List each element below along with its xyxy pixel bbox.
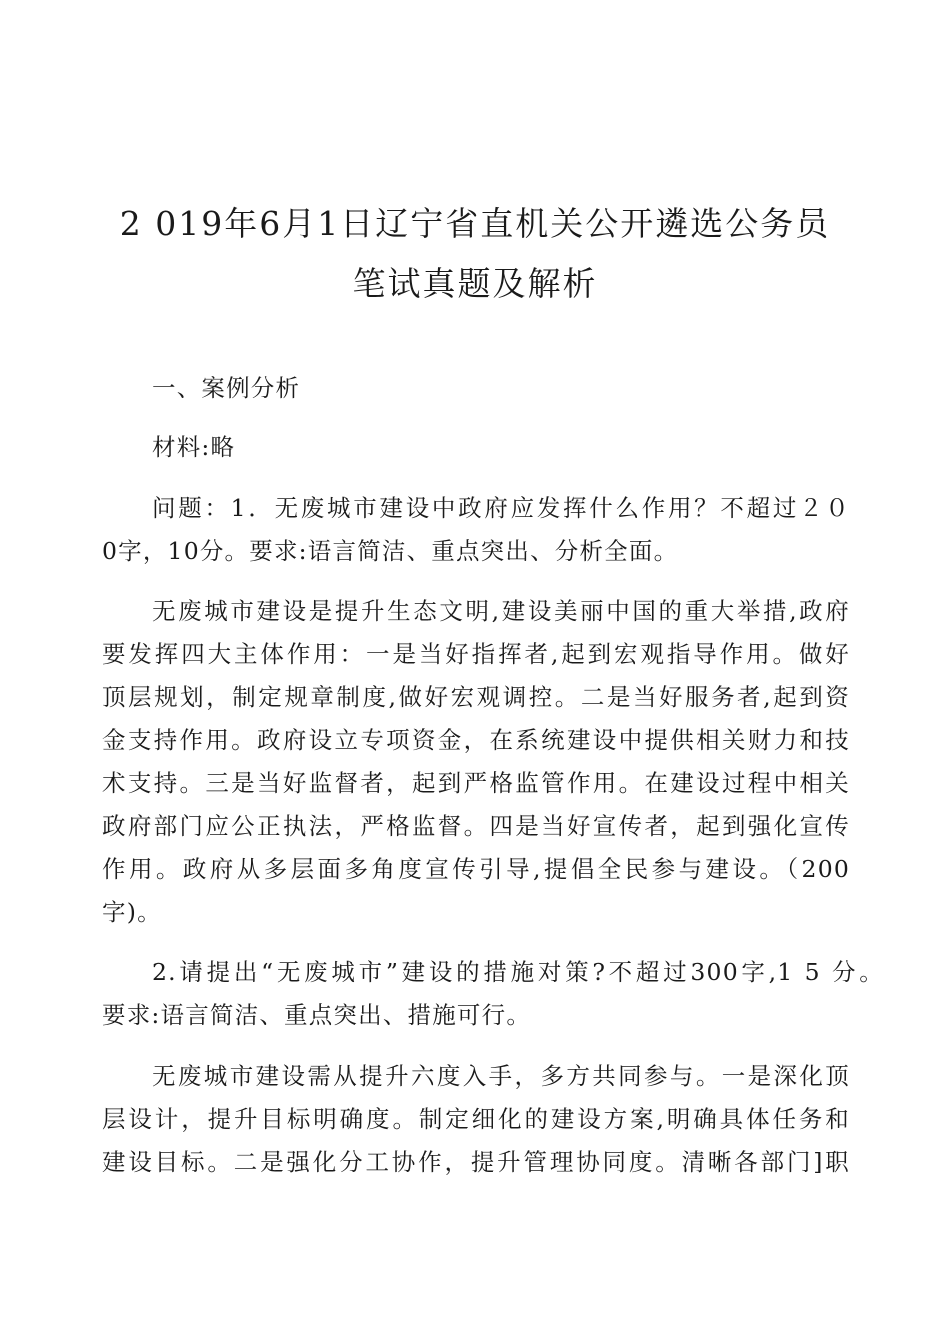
section-heading: 一、案例分析	[152, 374, 301, 402]
answer-1-line-1: 无废城市建设是提升生态文明,建设美丽中国的重大举措,政府	[152, 597, 850, 625]
question-1-line-1: 问题：1．无废城市建设中政府应发挥什么作用？不超过２０	[152, 494, 850, 522]
question-1-line-2: 0字，10分。要求:语言简洁、重点突出、分析全面。	[102, 537, 679, 565]
answer-2-line-1: 无废城市建设需从提升六度入手，多方共同参与。一是深化顶	[152, 1062, 850, 1090]
material-note: 材料:略	[152, 433, 236, 461]
answer-1-line-4: 金支持作用。政府设立专项资金，在系统建设中提供相关财力和技	[102, 726, 850, 754]
question-2-line-1: 2.请提出“无废城市”建设的措施对策?不超过300字,1 5 分。	[152, 958, 884, 986]
question-2-line-2: 要求:语言简洁、重点突出、措施可行。	[102, 1001, 532, 1029]
answer-2-line-2: 层设计，提升目标明确度。制定细化的建设方案,明确具体任务和	[102, 1105, 850, 1133]
answer-1-line-8: 字)。	[102, 898, 162, 926]
answer-1-line-2: 要发挥四大主体作用：一是当好指挥者,起到宏观指导作用。做好	[102, 640, 850, 668]
answer-1-line-5: 术支持。三是当好监督者，起到严格监管作用。在建设过程中相关	[102, 769, 850, 797]
answer-1-line-7: 作用。政府从多层面多角度宣传引导,提倡全民参与建设。（200	[102, 855, 850, 883]
answer-1-line-3: 顶层规划，制定规章制度,做好宏观调控。二是当好服务者,起到资	[102, 683, 850, 711]
answer-2-line-3: 建设目标。二是强化分工协作，提升管理协同度。清晰各部门]职	[102, 1148, 850, 1176]
document-title-line-2: 笔试真题及解析	[352, 264, 598, 303]
answer-1-line-6: 政府部门应公正执法，严格监督。四是当好宣传者，起到强化宣传	[102, 812, 850, 840]
document-title-line-1: 2 019年6月1日辽宁省直机关公开遴选公务员	[119, 204, 831, 243]
